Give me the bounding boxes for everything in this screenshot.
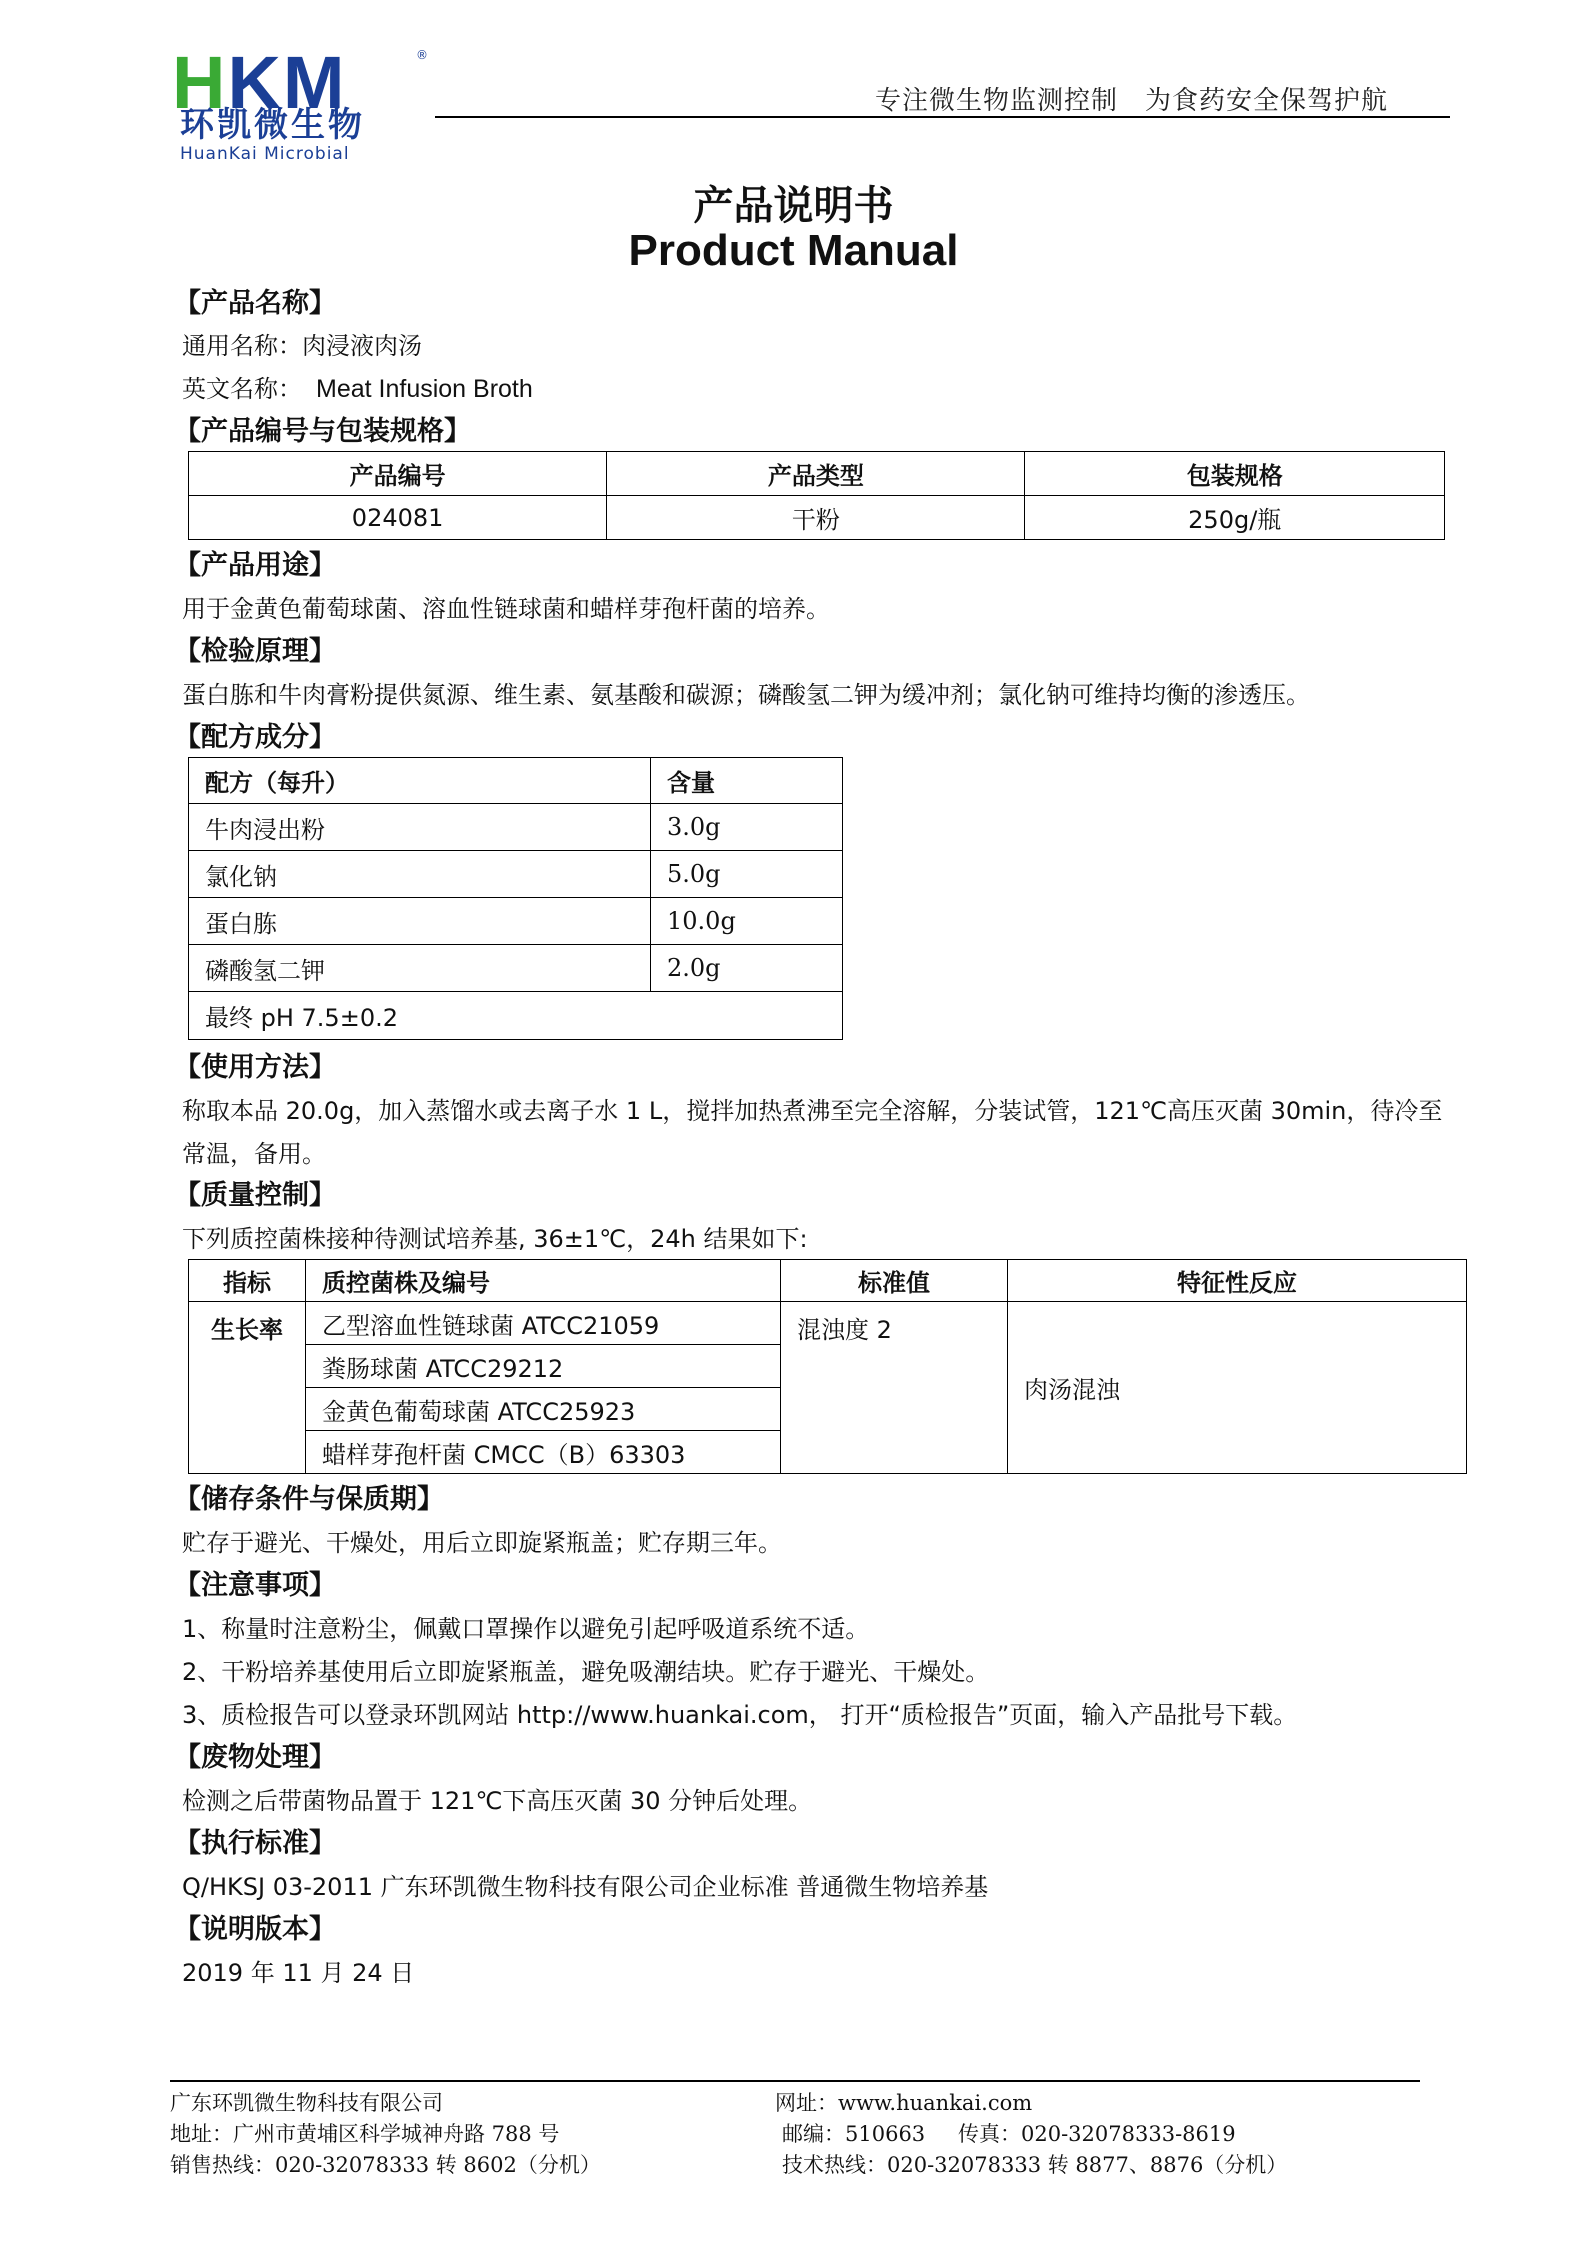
qc-intro: 下列质控菌株接种待测试培养基, 36±1℃，24h 结果如下:	[182, 1225, 808, 1253]
section-heading-qc: 【质量控制】	[174, 1180, 336, 1211]
section-heading-notes: 【注意事项】	[174, 1570, 336, 1601]
header-divider	[435, 116, 1450, 118]
qc-strain: 粪肠球菌 ATCC29212	[306, 1345, 781, 1388]
ingredient-amount: 5.0g	[651, 851, 843, 898]
formula-table	[188, 757, 843, 1040]
section-heading-version: 【说明版本】	[174, 1914, 336, 1945]
section-heading-principle: 【检验原理】	[174, 636, 336, 667]
table-header: 配方（每升）	[189, 758, 651, 804]
qc-reaction: 肉汤混浊	[1008, 1302, 1467, 1474]
final-ph: 最终 pH 7.5±0.2	[189, 992, 843, 1040]
footer-postcode: 邮编：510663	[782, 2122, 926, 2146]
table-header: 特征性反应	[1008, 1260, 1467, 1302]
table-header: 产品类型	[607, 452, 1025, 496]
title-english: Product Manual	[628, 226, 959, 275]
package-spec: 250g/瓶	[1025, 496, 1445, 540]
product-code-table	[188, 451, 1445, 540]
table-header: 产品编号	[189, 452, 607, 496]
disposal-text: 检测之后带菌物品置于 121℃下高压灭菌 30 分钟后处理。	[182, 1787, 813, 1815]
ingredient-name: 磷酸氢二钾	[189, 945, 651, 992]
footer-company: 广东环凯微生物科技有限公司	[170, 2091, 443, 2115]
table-header: 标准值	[781, 1260, 1008, 1302]
product-code: 024081	[189, 496, 607, 540]
section-heading-code: 【产品编号与包装规格】	[174, 416, 471, 447]
registered-mark: ®	[416, 48, 428, 62]
footer-fax: 传真：020-32078333-8619	[958, 2122, 1236, 2146]
ingredient-name: 蛋白胨	[189, 898, 651, 945]
storage-text: 贮存于避光、干燥处，用后立即旋紧瓶盖；贮存期三年。	[182, 1529, 782, 1557]
ingredient-amount: 10.0g	[651, 898, 843, 945]
note-item: 2、干粉培养基使用后立即旋紧瓶盖，避免吸潮结块。贮存于避光、干燥处。	[182, 1658, 990, 1686]
product-type: 干粉	[607, 496, 1025, 540]
english-name-value: Meat Infusion Broth	[316, 375, 533, 403]
title-chinese: 产品说明书	[693, 183, 894, 229]
qc-table	[188, 1259, 1467, 1474]
table-header: 质控菌株及编号	[306, 1260, 781, 1302]
ingredient-amount: 2.0g	[651, 945, 843, 992]
section-heading-method: 【使用方法】	[174, 1052, 336, 1083]
english-name-label: 英文名称：	[182, 375, 302, 403]
logo-chinese-name: 环凯微生物	[180, 105, 365, 145]
table-header: 包装规格	[1025, 452, 1445, 496]
header-slogan: 专注微生物监测控制 为食药安全保驾护航	[875, 86, 1389, 116]
footer-tech-hotline: 技术热线：020-32078333 转 8877、8876（分机）	[782, 2153, 1288, 2177]
logo-english-name: HuanKai Microbial	[180, 144, 350, 164]
footer-divider	[170, 2080, 1420, 2082]
qc-standard: 混浊度 2	[781, 1302, 1008, 1474]
note-item: 3、质检报告可以登录环凯网站 http://www.huankai.com， 打开“质检报告”页面，输入产品批号下载。	[182, 1701, 1298, 1729]
table-header: 指标	[189, 1260, 306, 1302]
section-heading-disposal: 【废物处理】	[174, 1742, 336, 1773]
qc-indicator: 生长率	[189, 1302, 306, 1474]
ingredient-amount: 3.0g	[651, 804, 843, 851]
version-date: 2019 年 11 月 24 日	[182, 1959, 415, 1987]
section-heading-storage: 【储存条件与保质期】	[174, 1484, 444, 1515]
table-header: 含量	[651, 758, 843, 804]
footer-sales-hotline: 销售热线：020-32078333 转 8602（分机）	[170, 2153, 601, 2177]
logo-mark: HKM	[172, 41, 347, 124]
method-text: 称取本品 20.0g，加入蒸馏水或去离子水 1 L，搅拌加热煮沸至完全溶解，分装试管，121℃高压灭菌 30min，待冷至常温，备用。	[182, 1097, 1443, 1168]
ingredient-name: 氯化钠	[189, 851, 651, 898]
footer-address: 地址：广州市黄埔区科学城神舟路 788 号	[170, 2122, 560, 2146]
standard-text: Q/HKSJ 03-2011 广东环凯微生物科技有限公司企业标准 普通微生物培养基	[182, 1873, 989, 1901]
generic-name: 通用名称：肉浸液肉汤	[182, 332, 422, 360]
ingredient-name: 牛肉浸出粉	[189, 804, 651, 851]
section-heading-name: 【产品名称】	[174, 288, 336, 319]
principle-text: 蛋白胨和牛肉膏粉提供氮源、维生素、氨基酸和碳源；磷酸氢二钾为缓冲剂；氯化钠可维持均衡的渗透压。	[182, 681, 1310, 709]
qc-strain: 乙型溶血性链球菌 ATCC21059	[306, 1302, 781, 1345]
section-heading-standard: 【执行标准】	[174, 1828, 336, 1859]
footer-website: 网址：www.huankai.com	[775, 2091, 1033, 2115]
section-heading-usage: 【产品用途】	[174, 550, 336, 581]
usage-text: 用于金黄色葡萄球菌、溶血性链球菌和蜡样芽孢杆菌的培养。	[182, 595, 830, 623]
qc-strain: 金黄色葡萄球菌 ATCC25923	[306, 1388, 781, 1431]
note-item: 1、称量时注意粉尘，佩戴口罩操作以避免引起呼吸道系统不适。	[182, 1615, 870, 1643]
qc-strain: 蜡样芽孢杆菌 CMCC（B）63303	[306, 1431, 781, 1474]
section-heading-formula: 【配方成分】	[174, 722, 336, 753]
